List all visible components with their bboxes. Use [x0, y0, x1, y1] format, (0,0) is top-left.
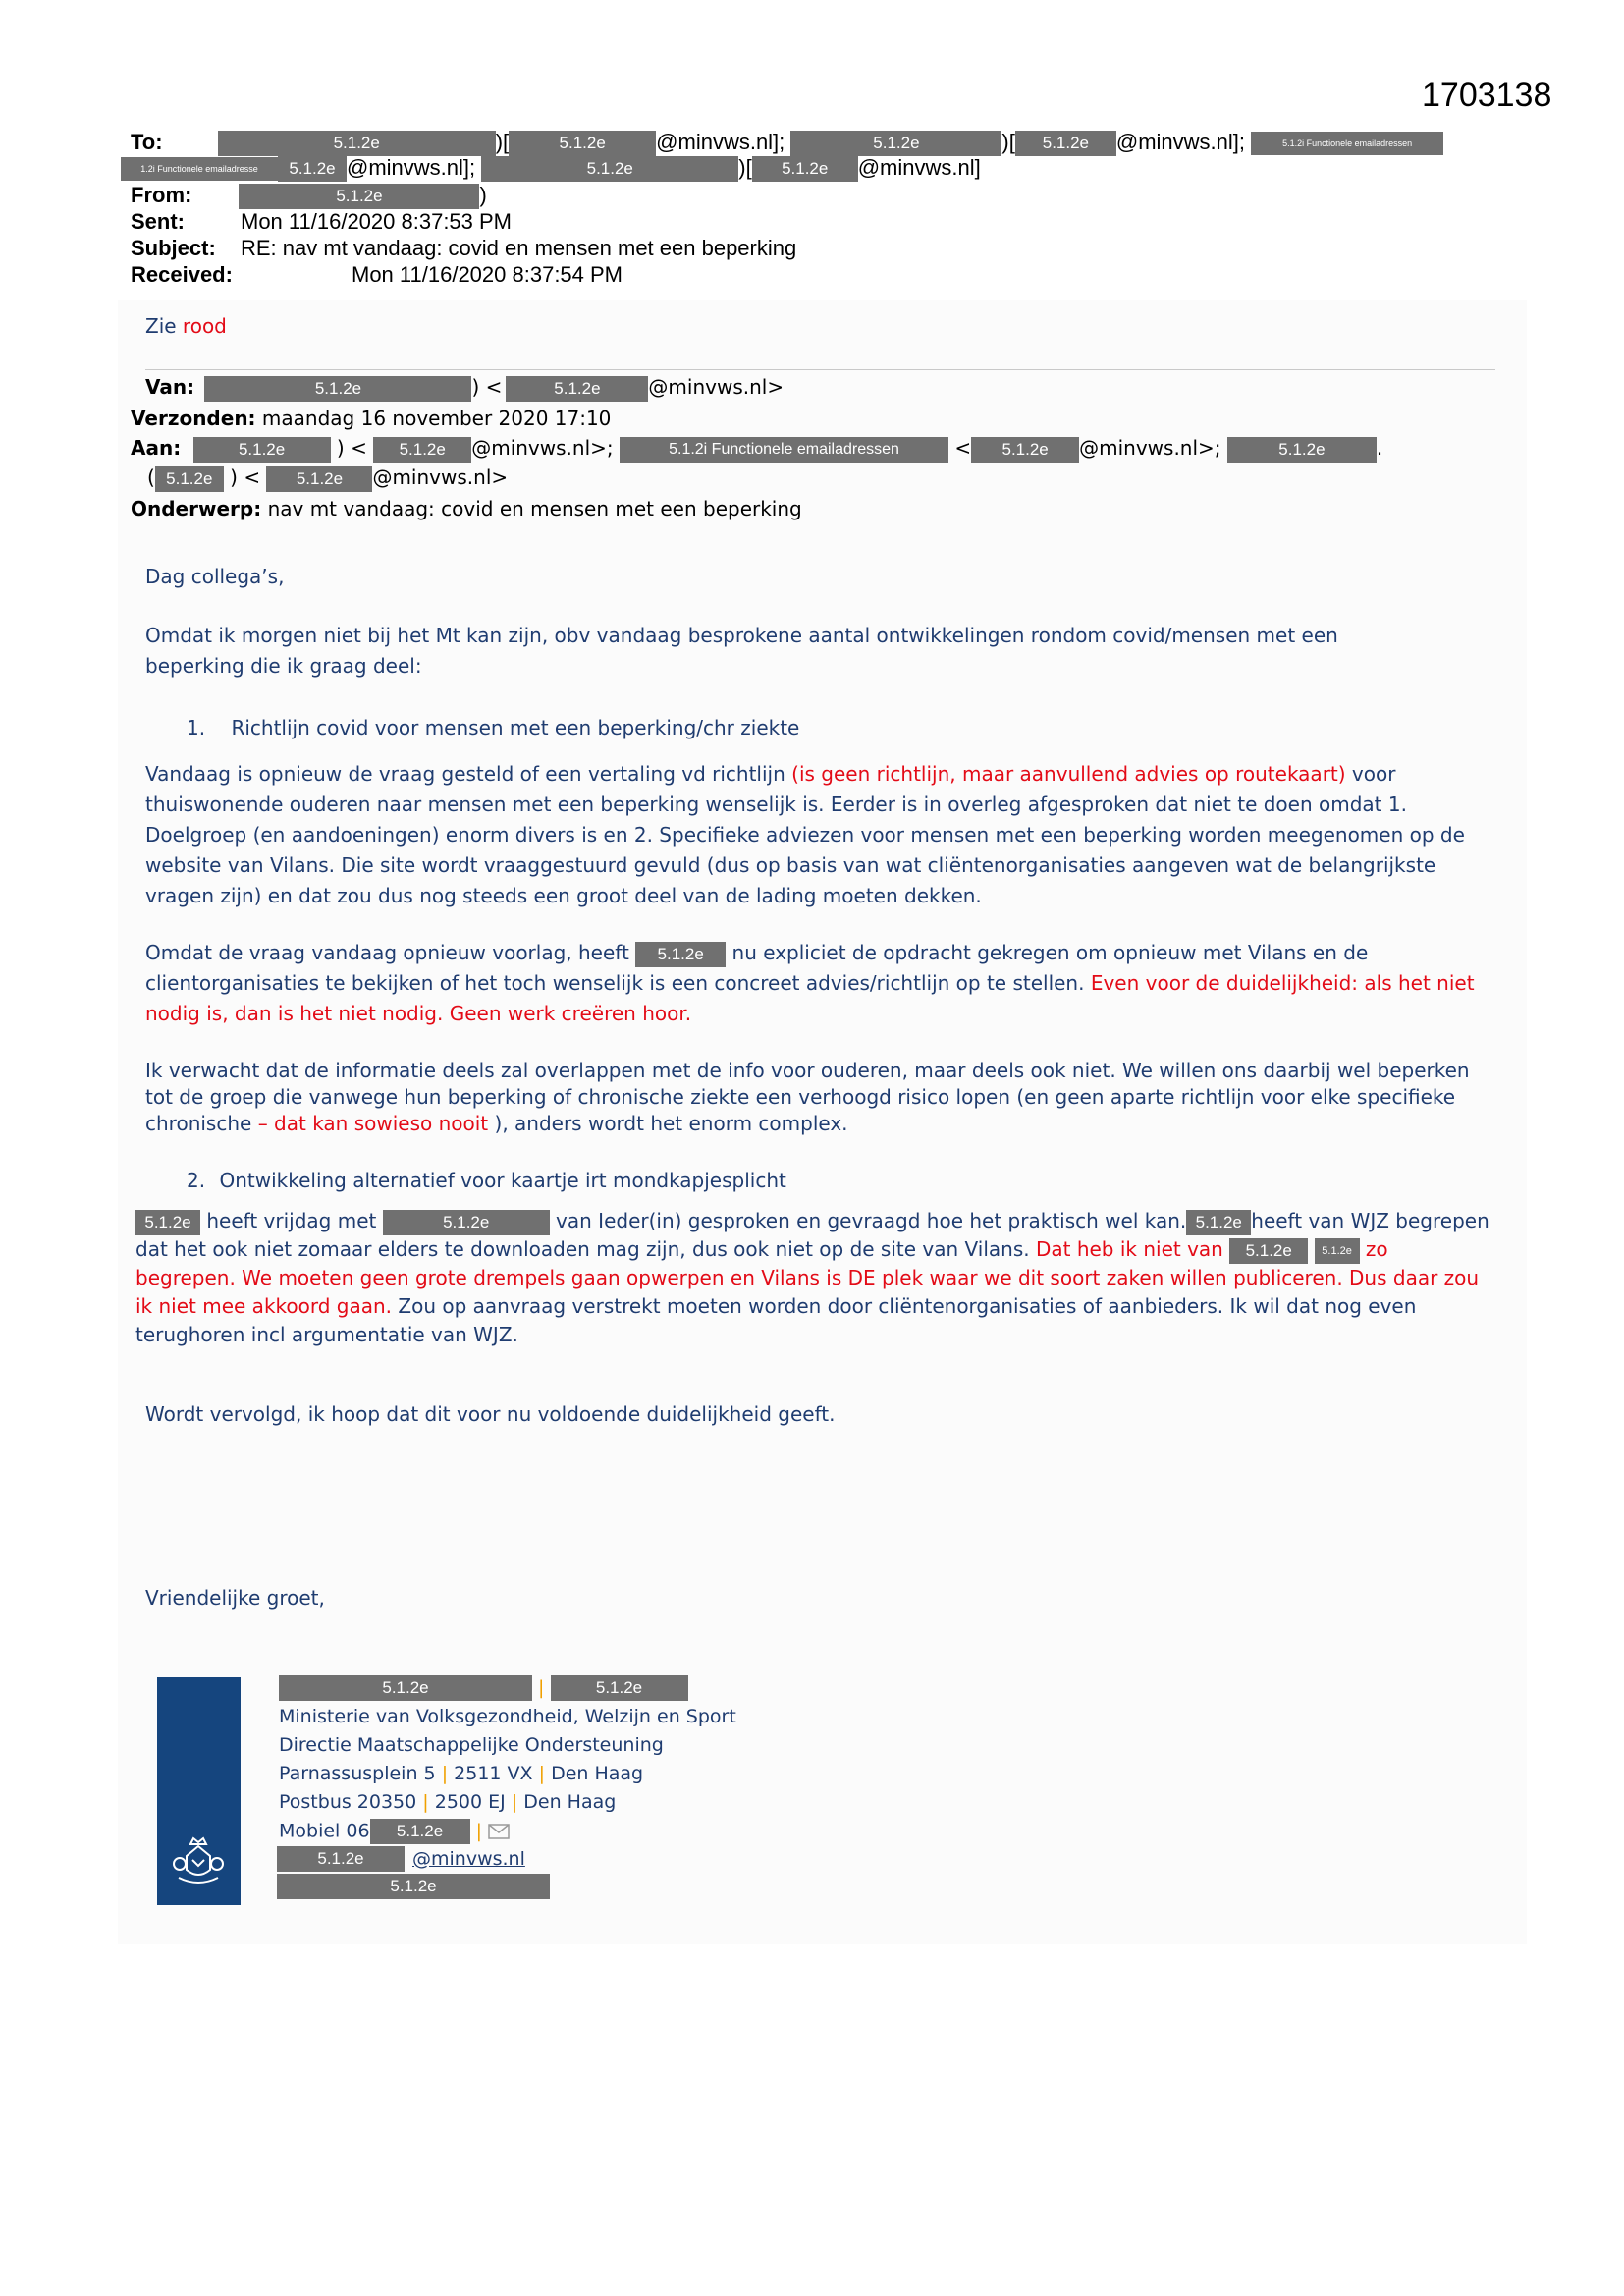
paragraph-vraag	[145, 938, 1490, 1029]
redaction: 5.1.2e	[1315, 1238, 1360, 1264]
signature-ministry: Ministerie van Volksgezondheid, Welzijn en Sport	[279, 1706, 736, 1727]
subject-label: Subject:	[131, 236, 216, 260]
email-domain: @minvws.nl];	[1115, 130, 1246, 154]
onderwerp-label: Onderwerp:	[131, 497, 262, 520]
aan-domain: @minvws.nl>	[372, 465, 509, 489]
separator: |	[511, 1791, 518, 1813]
separator: |	[538, 1763, 546, 1784]
aan-line-1: Aan: 5.1.2e ) < 5.1.2e @minvws.nl>; 5.1.2i Functionele emailadressen < 5.1.2e @minvws.nl>; 5.1.2e .	[131, 436, 1382, 463]
sent-value: Mon 11/16/2020 8:37:53 PM	[241, 209, 513, 234]
received-line	[131, 262, 623, 288]
signature-postbus	[279, 1791, 616, 1813]
heading-2-number: 2.	[187, 1169, 206, 1192]
sent-line	[131, 209, 513, 235]
postbus: Postbus 20350	[279, 1791, 417, 1813]
separator: |	[475, 1820, 482, 1842]
redaction-functional: 5.1.2i Functionele emailadressen	[620, 437, 948, 463]
redaction: 5.1.2e	[1227, 437, 1377, 463]
redaction: 5.1.2e	[971, 437, 1079, 463]
separator: |	[441, 1763, 449, 1784]
closing: Vriendelijke groet,	[145, 1586, 325, 1610]
redaction: 5.1.2e	[239, 184, 479, 209]
redaction: 5.1.2e	[383, 1210, 550, 1235]
email-domain: @minvws.nl];	[347, 155, 476, 180]
paragraph-vervolgd: Wordt vervolgd, ik hoop dat dit voor nu voldoende duidelijkheid geeft.	[145, 1402, 836, 1426]
to-label: To:	[131, 130, 163, 154]
subject-value: RE: nav mt vandaag: covid en mensen met een beperking	[241, 236, 797, 260]
redaction: 5.1.2e	[506, 376, 648, 402]
postbus-postcode: 2500 EJ	[434, 1791, 506, 1813]
van-separator: ) <	[471, 375, 503, 399]
redaction: 5.1.2e	[278, 156, 347, 182]
received-value: Mon 11/16/2020 8:37:54 PM	[352, 262, 623, 287]
signature-email	[279, 1846, 525, 1872]
redaction: 5.1.2e	[204, 376, 471, 402]
to-line-2	[121, 155, 981, 182]
redaction: 5.1.2e	[135, 1210, 200, 1235]
paragraph-verwacht	[145, 1058, 1490, 1137]
address-street: Parnassusplein 5	[279, 1763, 436, 1784]
from-label: From:	[131, 183, 192, 207]
rijksoverheid-logo	[157, 1677, 241, 1905]
text: Vandaag is opnieuw de vraag gesteld of een vertaling vd richtlijn	[145, 762, 792, 786]
email-link[interactable]: @minvws.nl	[412, 1847, 525, 1870]
aan-label: Aan:	[131, 436, 182, 460]
greeting: Dag collega’s,	[145, 565, 285, 588]
text: Zou op aanvraag verstrekt moeten worden door cliëntenorganisaties of aanbieders. Ik wil dat nog even terughoren incl argumentatie van WJZ.	[135, 1294, 1417, 1346]
address-postcode: 2511 VX	[454, 1763, 533, 1784]
address-city: Den Haag	[551, 1763, 644, 1784]
redaction: 5.1.2e	[373, 437, 471, 463]
signature-name-row	[279, 1675, 688, 1701]
redaction: 5.1.2e	[266, 466, 372, 492]
heading-2	[187, 1166, 1532, 1196]
redaction-functional: 5.1.2i Functionele emailadressen	[1251, 132, 1443, 155]
redaction: 5.1.2e	[790, 131, 1001, 156]
bracket: )[	[1001, 130, 1015, 154]
paragraph-richtlijn	[145, 759, 1490, 911]
email-domain: @minvws.nl];	[656, 130, 785, 154]
red-text: (is geen richtlijn, maar aanvullend advies op routekaart)	[791, 762, 1346, 786]
email-domain: @minvws.nl]	[857, 155, 981, 180]
bracket: )	[479, 183, 487, 207]
onderwerp-value: nav mt vandaag: covid en mensen met een beperking	[267, 497, 802, 520]
redaction: 5.1.2e	[1186, 1210, 1251, 1235]
redaction: 5.1.2e	[635, 942, 726, 967]
redaction-functional: 1.2i Functionele emailadresse	[121, 157, 278, 181]
intro-rood: rood	[182, 314, 227, 338]
redaction: 5.1.2e	[551, 1675, 688, 1701]
text: van Ieder(in) gesproken en gevraagd hoe het praktisch wel kan.	[549, 1209, 1187, 1232]
paragraph-intro: Omdat ik morgen niet bij het Mt kan zijn, obv vandaag besprokene aantal ontwikkelingen rondom covid/mensen met een beperking die ik graag deel:	[145, 624, 1338, 678]
separator: |	[422, 1791, 429, 1813]
redaction: 5.1.2e	[1229, 1238, 1308, 1264]
redaction: 5.1.2e	[277, 1874, 550, 1899]
van-domain: @minvws.nl>	[648, 375, 785, 399]
text: Ik verwacht dat de informatie deels zal overlappen met de info voor ouderen, maar deels ook niet. We willen ons daarbij wel beperken tot de groep die vanwege hun beperking of chronische ziekte een verhoogd risico lopen (en geen aparte richtlijn voor elke specifieke chronische	[145, 1059, 1470, 1135]
text: Omdat de vraag vandaag opnieuw voorlag, heeft	[145, 941, 636, 964]
separator: |	[538, 1676, 545, 1699]
red-text: zo begrepen. We moeten geen grote drempels gaan opwerpen en Vilans is DE plek waar we dit soort zaken willen publiceren. Dus daar zou ik niet mee akkoord gaan.	[135, 1237, 1480, 1318]
red-text: – dat kan sowieso nooit	[257, 1112, 489, 1135]
red-text: Even voor de duidelijkheid: als het niet nodig is, dan is het niet nodig. Geen werk creëren hoor.	[145, 971, 1475, 1025]
sent-label: Sent:	[131, 209, 185, 234]
bracket: )[	[738, 155, 752, 180]
verzonden-value: maandag 16 november 2020 17:10	[261, 407, 612, 430]
redaction: 5.1.2e	[509, 131, 656, 156]
van-label: Van:	[145, 375, 195, 399]
redaction: 5.1.2e	[277, 1846, 405, 1872]
redaction: 5.1.2e	[370, 1819, 470, 1844]
intro-line	[145, 314, 227, 338]
text: heeft vrijdag met	[200, 1209, 383, 1232]
van-line	[145, 375, 784, 402]
red-text: Dat heb ik niet van	[1035, 1237, 1230, 1261]
aan-line-2: ( 5.1.2e ) < 5.1.2e @minvws.nl>	[147, 465, 508, 492]
mobile-label: Mobiel 06	[279, 1820, 370, 1842]
heading-1	[187, 713, 1532, 743]
postbus-city: Den Haag	[523, 1791, 617, 1813]
text: voor thuiswonende ouderen naar mensen met een beperking wenselijk is. Eerder is in overleg afgesproken dat niet te doen omdat 1. Doelgroep (en aandoeningen) enorm divers is en 2. Specifieke adviezen voor mensen met een beperking worden meegenomen op de website van Vilans. Die site wordt vraaggestuurd gevuld (dus op basis van wat cliëntenorganisaties aangeven wat de belangrijkste vragen zijn) en dat zou dus nog steeds een groot deel van de lading moeten dekken.	[145, 762, 1465, 907]
signature-address	[279, 1763, 643, 1784]
onderwerp-line	[131, 497, 802, 520]
redaction: 5.1.2e	[155, 466, 224, 492]
heading-1-text: Richtlijn covid voor mensen met een beperking/chr ziekte	[231, 716, 800, 739]
received-label: Received:	[131, 262, 233, 287]
aan-domain: @minvws.nl>;	[1079, 436, 1221, 460]
to-line-1	[131, 130, 1443, 156]
aan-domain: @minvws.nl>;	[471, 436, 614, 460]
mail-icon	[488, 1824, 510, 1839]
redaction: 5.1.2e	[193, 437, 331, 463]
heading-2-text: Ontwikkeling alternatief voor kaartje irt mondkapjesplicht	[219, 1169, 786, 1192]
subject-line	[131, 236, 797, 261]
text: nu expliciet de opdracht gekregen om opnieuw met Vilans en de clientorganisaties te bekijken of het toch wenselijk is een concreet advies/richtlijn op te stellen.	[145, 941, 1369, 995]
verzonden-label: Verzonden:	[131, 407, 256, 430]
signature-directorate: Directie Maatschappelijke Ondersteuning	[279, 1734, 664, 1756]
redaction: 5.1.2e	[1015, 131, 1116, 156]
from-line	[131, 183, 487, 209]
signature-extra	[279, 1874, 550, 1899]
divider	[145, 369, 1495, 370]
text: heeft van WJZ begrepen dat het ook niet zomaar elders te downloaden mag zijn, dus ook niet op de site van Vilans.	[135, 1209, 1489, 1261]
heading-1-number: 1.	[187, 716, 206, 739]
text: ), anders wordt het enorm complex.	[488, 1112, 848, 1135]
redaction: 5.1.2e	[279, 1675, 532, 1701]
verzonden-line	[131, 407, 611, 430]
document-number: 1703138	[1422, 77, 1552, 114]
redaction: 5.1.2e	[218, 131, 496, 156]
signature-mobile	[279, 1819, 510, 1844]
intro-zie: Zie	[145, 314, 177, 338]
bracket: )[	[495, 130, 510, 154]
paragraph-mondkapje	[135, 1207, 1490, 1349]
redaction: 5.1.2e	[481, 156, 738, 182]
redaction: 5.1.2e	[752, 156, 858, 182]
coat-of-arms-icon	[157, 1677, 241, 1905]
